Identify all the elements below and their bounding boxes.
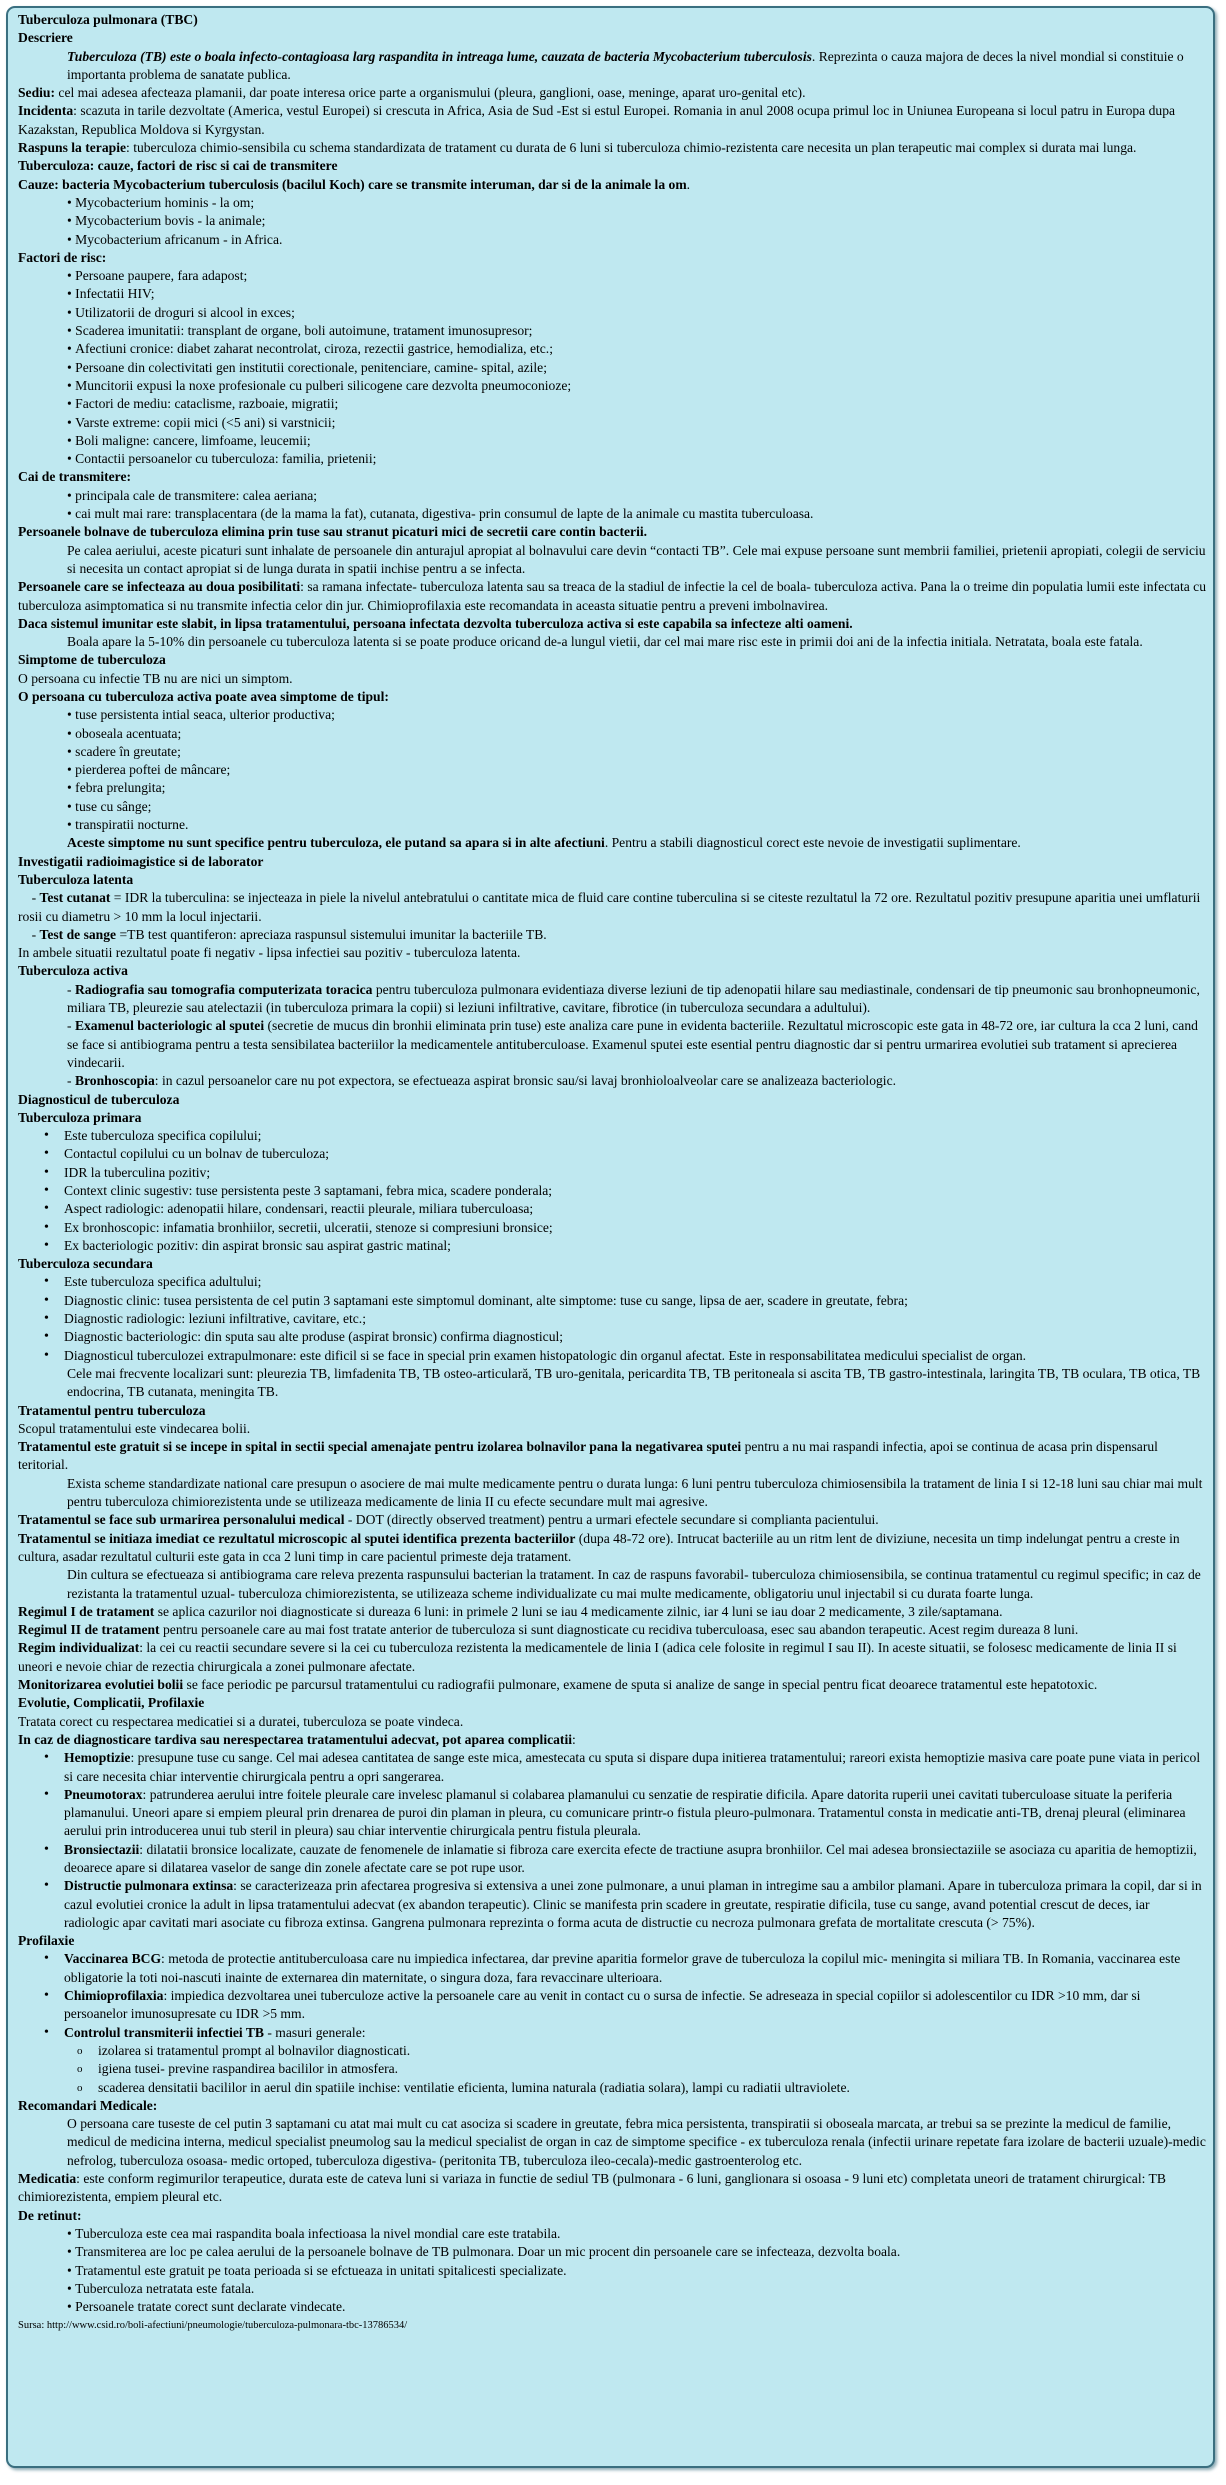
list-item-bacteria: • Mycobacterium hominis - la om; [18,194,1206,212]
paragraph-monitorizare: Monitorizarea evolutiei bolii se face periodic pe parcursul tratamentului cu radiografii pulmonare, examene de sputa si analize de sange in special pentru ficat deoarece tratamentul este hepatotoxic. [18,1677,1098,1693]
list-item-complicatie: • Bronsiectazii: dilatatii bronsice localizate, cauzate de fenomenele de inlamatie si fibroza care exercita efecte de tractiune asupra bronhiilor. Cel mai adesea bronsiectaziile se asociaza cu aparitia de hemoptizii, deoarece apare si dilatarea vaselor de sange din zonele afectate care se pot rupe usor. [18,1841,1206,1878]
section-heading-investigatii: Investigatii radioimagistice si de laborator [18,853,264,869]
paragraph-nespecifice: Aceste simptome nu sunt specifice pentru tuberculoza, ele putand sa apara si in alte afectiuni. Pentru a stabili diagnosticul corect este nevoie de investigatii suplimentare. [67,835,1021,851]
list-item-secundara: • Diagnostic bacteriologic: din sputa sau alte produse (aspirat bronsic) confirma diagnosticul; [18,1328,1206,1346]
list-item-factor: • Utilizatorii de droguri si alcool in exces; [18,304,1206,322]
list-item-factor: • Muncitorii expusi la noxe profesionale cu pulberi silicogene care dezvolta pneumoconioze; [18,377,1206,395]
page-title: Tuberculoza pulmonara (TBC) [18,12,198,27]
list-item-primara: • Ex bronhoscopic: infamatia bronhiilor, secretii, ulceratii, stenoze si compresiuni bronsice; [18,1219,1206,1237]
list-item-simptom: • tuse cu sânge; [18,798,1206,816]
section-heading-cauze: Tuberculoza: cauze, factori de risc si cai de transmitere [18,158,338,174]
section-heading-retinut: De retinut: [18,2207,82,2223]
list-item-control: o igiena tusei- previne raspandirea bacililor in atmosfera. [18,2060,1206,2078]
paragraph-bronhoscopia: - Bronhoscopia: in cazul persoanelor care nu pot expectora, se efectueaza aspirat bronsic sau/si lavaj bronhioloalveolar care se analizeaza bacteriologic. [67,1073,897,1089]
paragraph-sediu: Sediu: cel mai adesea afecteaza plamanii, dar poate interesa orice parte a organismului (pleura, ganglioni, oase, meninge, aparat uro-genital etc). [18,85,806,101]
paragraph-descriere: Tuberculoza (TB) este o boala infecto-contagioasa larg raspandita in intreaga lume, cauzata de bacteria Mycobacterium tuberculosis. Reprezinta o cauza majora de deces la nivel mondial si constituie o importanta problema de sanatate publica. [67,48,1184,82]
paragraph-regim-2: Regimul II de tratament pentru persoanele care au mai fost tratate anterior de tuberculoza si sunt diagnosticate cu recidiva tuberculoasa, esec sau abandon terapeutic. Acest regim dureaza 8 luni. [18,1622,1079,1638]
list-item-retinut: • Tratamentul este gratuit pe toata perioada si se efctueaza in unitati spitalicesti specializate. [18,2262,1206,2280]
paragraph-test-sange: - Test de sange =TB test quantiferon: apreciaza raspunsul sistemului imunitar la bacteriile TB. [18,926,547,942]
subheading-profilaxie: Profilaxie [18,1933,75,1949]
paragraph-medicatia: Medicatia: este conform regimurilor terapeutice, durata este de cateva luni si variaza in functie de sediul TB (pulmonara - 6 luni, ganglionara si osoasa - 9 luni etc) completata uneori de tratament chirurgical: TB chimiorezistenta, empiem pleural etc. [18,2171,1166,2205]
paragraph-ambele: In ambele situatii rezultatul poate fi negativ - lipsa infectiei sau pozitiv - tuberculoza latenta. [18,945,521,961]
list-item-simptom: • pierderea poftei de mâncare; [18,761,1206,779]
list-item-cale: • principala cale de transmitere: calea aeriana; [18,487,1206,505]
list-item-retinut: • Tuberculoza este cea mai raspandita boala infectioasa la nivel mondial care este tratabila. [18,2225,1206,2243]
list-item-factor: • Afectiuni cronice: diabet zaharat necontrolat, ciroza, rezectii gastrice, hemodializa, etc.; [18,340,1206,358]
list-item-bacteria: • Mycobacterium bovis - la animale; [18,212,1206,230]
list-item-complicatie: • Pneumotorax: patrunderea aerului intre foitele pleurale care invelesc plamanul si colabarea plamanului cu senzatie de respiratie dificila. Apare datorita ruperii unei cavitati tuberculoase situate la periferia plamanului. Uneori apare si empiem pleural prin drenarea de puroi din plaman in pleura, cu comunicare printr-o fistula pleuro-pulmonara. Tratamentul consta in medicatie anti-TB, drenaj pleural (eliminarea aerului prin introducerea unui tub steril in pleura) sau chiar interventie chirurgicala pentru fistula pleurala. [18,1786,1206,1841]
subheading-factori: Factori de risc: [18,249,107,265]
list-item-factor: • Infectatii HIV; [18,285,1206,303]
paragraph-extrapulmonare: Cele mai frecvente localizari sunt: pleurezia TB, limfadenita TB, TB osteo-articulară, TB uro-genitala, pericardita TB, TB peritoneala si ascita TB, TB gastro-intestinala, laringita TB, TB oculara, TB otica, TB endocrina, TB cutanata, meningita TB. [67,1365,1201,1400]
paragraph-scheme: Exista scheme standardizate national care presupun o asociere de mai multe medicamente pentru o durata lunga: 6 luni pentru tuberculoza chimiosensibila la tratament de linia I si 12-18 luni sau chiar mai mult pentru tuberculoza chimiorezistenta unde se utilizeaza medicamente de linia II cu efecte secundare mult mai agresive. [67,1475,1203,1510]
list-item-factor: • Boli maligne: cancere, limfoame, leucemii; [18,432,1206,450]
subheading-cai: Cai de transmitere: [18,469,131,485]
list-item-complicatie: • Hemoptizie: presupune tuse cu sange. Cel mai adesea cantitatea de sange este mica, amestecata cu sputa si dispare dupa initierea tratamentului; rareori exista hemoptizie masiva care poate pune viata in pericol si care necesita chiar interventie chirurgicala pentru a opri sangerarea. [18,1749,1206,1786]
list-item-simptom: • tuse persistenta intial seaca, ulterior productiva; [18,706,1206,724]
paragraph-raspuns: Raspuns la terapie: tuberculoza chimio-sensibila cu schema standardizata de tratament cu durata de 6 luni si tuberculoza chimio-rezistenta care necesita un plan terapeutic mai complex si durata mai lunga. [18,140,1137,156]
list-item-control: o izolarea si tratamentul prompt al bolnavilor diagnosticati. [18,2042,1206,2060]
list-item-primara: • Aspect radiologic: adenopatii hilare, condensari, reactii pleurale, miliara tuberculoasa; [18,1200,1206,1218]
list-item-factor: • Persoane paupere, fara adapost; [18,267,1206,285]
list-item-simptom: • transpiratii nocturne. [18,816,1206,834]
subheading-activa: Tuberculoza activa [18,963,128,979]
list-item-factor: • Persoane din colectivitati gen institutii corectionale, penitenciare, camine- spital, azile; [18,359,1206,377]
paragraph-recomandari: O persoana care tuseste de cel putin 3 saptamani cu atat mai mult cu cat asociza si scadere in greutate, febra mica persistenta, transpiratii si oboseala marcata, ar trebui sa se prezinte la medicul de familie, medicul de medicina interna, medicul specialist pneumolog sau la medicul specialist de organ in caz de simptome specifice - ex tuberculoza renala (infectii urinare repetate fara izolare de bacterii uzuale)-medic nefrolog, tuberculoza osoasa- medic ortoped, tuberculoza digestiva- (peritonita TB, tuberculoza ileo-cecala)-medic gastroenterolog etc. [67,2116,1206,2168]
list-item-control: o scaderea densitatii bacililor in aerul din spatiile inchise: ventilatie eficienta, lumina naturala (radiatia solara), lampi cu radiatii ultraviolete. [18,2079,1206,2097]
paragraph-incidenta: Incidenta: scazuta in tarile dezvoltate (America, vestul Europei) si crescuta in Africa, Asia de Sud -Est si estul Europei. Romania in anul 2008 ocupa primul loc in Uniunea Europeana si locul patru in Europa dupa Kazakstan, Republica Moldova si Kyrgystan. [18,103,1176,137]
paragraph-complicatii: In caz de diagnosticare tardiva sau nerespectarea tratamentului adecvat, pot aparea complicatii: [18,1731,576,1747]
section-heading-evolutie: Evolutie, Complicatii, Profilaxie [18,1695,205,1711]
list-item-primara: • Ex bacteriologic pozitiv: din aspirat bronsic sau aspirat gastric matinal; [18,1237,1206,1255]
list-item-bacteria: • Mycobacterium africanum - in Africa. [18,231,1206,249]
list-item-simptom: • febra prelungita; [18,779,1206,797]
list-item-simptom: • oboseala acentuata; [18,725,1206,743]
list-item-factor: • Varste extreme: copii mici (<5 ani) si varstnicii; [18,414,1206,432]
paragraph-cultura: Din cultura se efectueaza si antibiograma care releva prezenta raspunsului bacterian la tratament. In caz de raspuns favorabil- tuberculoza chimiosensibila, se continua tratamentul cu regimul specific; in caz de rezistanta la tratamentul uzual- tuberculoza chimiorezistenta, se utilizeaza scheme individualizate cu mai multe medicamente, obligatoriu unul injectabil si cu durata foarte lunga. [67,1567,1201,1601]
list-item-factor: • Contactii persoanelor cu tuberculoza: familia, prietenii; [18,450,1206,468]
paragraph-regim-individualizat: Regim individualizat: la cei cu reactii secundare severe si la cei cu tuberculoza rezistenta la medicamentele de linia I (adica cele folosite in regimul I sau II). In aceste situatii, se folosesc medicamente de linia II si uneori e nevoie chiar de rezectia chirurgicala a zonei pulmonare afectate. [18,1640,1177,1674]
subheading-secundara: Tuberculoza secundara [18,1256,153,1272]
paragraph-cauze: Cauze: bacteria Mycobacterium tuberculosis (bacilul Koch) care se transmite interuman, dar si de la animale la om. [18,176,691,192]
paragraph-imunitar-bold: Daca sistemul imunitar este slabit, in lipsa tratamentului, persoana infectata dezvolta tuberculoza activa si este capabila sa infecteze alti oameni. [18,615,853,631]
source-link[interactable]: Sursa: http://www.csid.ro/boli-afectiuni/pneumologie/tuberculoza-pulmonara-tbc-13786534/ [18,2320,408,2332]
paragraph-test-cutanat: - Test cutanat = IDR la tuberculina: se injecteaza in piele la nivelul antebratului o cantitate mica de fluid care contine tuberculina si se citeste rezultatul la 72 ore. Rezultatul pozitiv presupune aparitia unei umflaturii rosii cu diametru > 10 mm la locul injectarii. [18,890,1201,924]
list-item-retinut: • Tuberculoza netratata este fatala. [18,2280,1206,2298]
paragraph-examen-sputa: - Examenul bacteriologic al sputei (secretie de mucus din bronhii eliminata prin tuse) este analiza care pune in evidenta bacteriile. Rezultatul microscopic este gata in 48-72 ore, iar cultura la cca 2 luni, cand se face si antibiograma pentru a testa sensibilatea bacteriilor la medicamentele antituberculoase. Examenul sputei este esential pentru diagnostic dar si pentru urmarirea evolutiei sub tratament si aprecierea vindecarii. [67,1018,1198,1070]
paragraph-scopul: Scopul tratamentului este vindecarea bolii. [18,1420,251,1436]
list-item-secundara: • Diagnostic radiologic: leziuni infiltrative, cavitare, etc.; [18,1310,1206,1328]
list-item-secundara: • Diagnostic clinic: tusea persistenta de cel putin 3 saptamani este simptomul dominant, alte simptome: tuse cu sange, lipsa de aer, scadere in greutate, febra; [18,1292,1206,1310]
paragraph-initiaza: Tratamentul se initiaza imediat ce rezultatul microscopic al sputei identifica prezenta bacteriilor (dupa 48-72 ore). Intrucat bacteriile au un ritm lent de diviziune, necesita un timp indelungat pentru a creste in cultura, asadar rezultatul culturii este gata in cca 2 luni timp in care pacientul primeste deja tratament. [18,1530,1180,1564]
section-heading-recomandari: Recomandari Medicale: [18,2097,158,2113]
list-item-primara: • Context clinic sugestiv: tuse persistenta peste 3 saptamani, febra mica, scadere ponderala; [18,1182,1206,1200]
list-item-retinut: • Transmiterea are loc pe calea aerului de la persoanele bolnave de TB pulmonara. Doar un mic procent din persoanele care se infecteaza, dezvolta boala. [18,2243,1206,2261]
section-heading-diagnostic: Diagnosticul de tuberculoza [18,1091,180,1107]
paragraph-radiografia: - Radiografia sau tomografia computerizata toracica pentru tuberculoza pulmonara evidentiaza diverse leziuni de tip adenopatii hilare sau mediastinale, condensari de tip pneumonic sau bronhopneumonic, miliara TB, pleurezie sau atelectazii (in tuberculoza primara la copii) si leziuni infiltrative, cavitare, fibrotice (in tuberculoza secundara a adultului). [67,981,1200,1016]
list-item-primara: • IDR la tuberculina pozitiv; [18,1164,1206,1182]
list-item-factor: • Factori de mediu: cataclisme, razboaie, migratii; [18,395,1206,413]
list-item-profilaxie: • Chimioprofilaxia: impiedica dezvoltarea unei tuberculoze active la persoanele care au venit in contact cu o sursa de infectie. Se adreseaza in special copiilor si adolescentilor cu IDR >10 mm, dar si persoanelor imunosupresate cu IDR >5 mm. [18,1987,1206,2024]
paragraph-imunitar: Boala apare la 5-10% din persoanele cu tuberculoza latenta si se poate produce oricand de-a lungul vietii, dar cel mai mare risc este in primii doi ani de la infectia initiala. Netratata, boala este fatala. [67,634,1143,650]
paragraph-gratuit: Tratamentul este gratuit si se incepe in spital in sectii special amenajate pentru izolarea bolnavilor pana la negativarea sputei pentru a nu mai raspandi infectia, apoi se continua de acasa prin dispensarul teritorial. [18,1439,1158,1473]
list-item-factor: • Scaderea imunitatii: transplant de organe, boli autoimune, tratament imunosupresor; [18,322,1206,340]
subheading-latenta: Tuberculoza latenta [18,871,134,887]
paragraph-bolnave-bold: Persoanele bolnave de tuberculoza elimina prin tuse sau stranut picaturi mici de secretii care contin bacterii. [18,524,648,540]
list-item-secundara: • Diagnosticul tuberculozei extrapulmonare: este dificil si se face in special prin examen histopatologic din organul afectat. Este in responsabilitatea medicului specialist de organ. [18,1347,1206,1365]
list-item-profilaxie: • Vaccinarea BCG: metoda de protectie antituberculoasa care nu impiedica infectarea, dar previne aparitia formelor grave de tuberculoza la copilul mic- meningita si miliara TB. In Romania, vaccinarea este obligatorie la toti noi-nascuti inainte de externarea din maternitate, o singura doza, fara revaccinare ulterioara. [18,1950,1206,1987]
subheading-primara: Tuberculoza primara [18,1109,142,1125]
paragraph-bolnave: Pe calea aeriului, aceste picaturi sunt inhalate de persoanele din anturajul apropiat al bolnavului care devin “contacti TB”. Cele mai expuse persoane sunt membrii familiei, prietenii apropiati, colegii de serviciu si necesita un contact apropiat si de lunga durata in spatii inchise pentru a se infecta. [67,542,1206,576]
list-item-complicatie: • Distructie pulmonara extinsa: se caracterizeaza prin afectarea progresiva si extensiva a unei zone pulmonare, a unui plaman in intregime sau a ambilor plamani. Apare in tuberculoza primara la copil, dar si in cazul evolutiei cronice la adult in lipsa tratamentului adecvat (ex abandon terapeutic). Clinic se manifesta prin scadere in greutate, respiratie dificila, tuse cu sange, avand potential crescut de deces, iar radiologic apar cavitati mari asociate cu fibroza extinsa. Gangrena pulmonara reprezinta o forma acuta de distructie cu necroza pulmonara grefata de mortalitate crescuta (> 75%). [18,1877,1206,1932]
document-card [6,6,1215,2468]
paragraph-simptome-line1: O persoana cu infectie TB nu are nici un simptom. [18,670,293,686]
section-heading-simptome: Simptome de tuberculoza [18,652,166,668]
section-heading-descriere: Descriere [18,30,73,46]
list-item-primara: • Este tuberculoza specifica copilului; [18,1127,1206,1145]
paragraph-dot: Tratamentul se face sub urmarirea personalului medical - DOT (directly observed treatment) pentru a urmari efectele secundare si complianta pacientului. [18,1512,879,1528]
list-item-cale: • cai mult mai rare: transplacentara (de la mama la fat), cutanata, digestiva- prin consumul de lapte de la animale cu mastita tuberculoasa. [18,505,1206,523]
subheading-simptome: O persoana cu tuberculoza activa poate avea simptome de tipul: [18,688,389,704]
section-heading-tratament: Tratamentul pentru tuberculoza [18,1402,206,1418]
list-item-primara: • Contactul copilului cu un bolnav de tuberculoza; [18,1145,1206,1163]
list-item-simptom: • scadere în greutate; [18,743,1206,761]
list-item-profilaxie: • Controlul transmiterii infectiei TB - masuri generale: [18,2024,1206,2042]
list-item-secundara: • Este tuberculoza specifica adultului; [18,1273,1206,1291]
paragraph-evolutie-line1: Tratata corect cu respectarea medicatiei si a duratei, tuberculoza se poate vindeca. [18,1713,464,1729]
paragraph-regim-1: Regimul I de tratament se aplica cazurilor noi diagnosticate si dureaza 6 luni: in primele 2 luni se iau 4 medicamente zilnic, iar 4 luni se iau doar 2 medicamente, 3 zile/saptamana. [18,1603,1003,1619]
paragraph-infecteaza: Persoanele care se infecteaza au doua posibilitati: sa ramana infectate- tuberculoza latenta sau sa treaca de la stadiul de infectie la cel de boala- tuberculoza activa. Pana la o treime din populatia lumii este infectata cu tuberculoza asimptomatica si nu transmite infectia celor din jur. Chimioprofilaxia este recomandata in aceasta situatie pentru a preveni imbolnavirea. [18,579,1206,613]
list-item-retinut: • Persoanele tratate corect sunt declarate vindecate. [18,2298,1206,2316]
